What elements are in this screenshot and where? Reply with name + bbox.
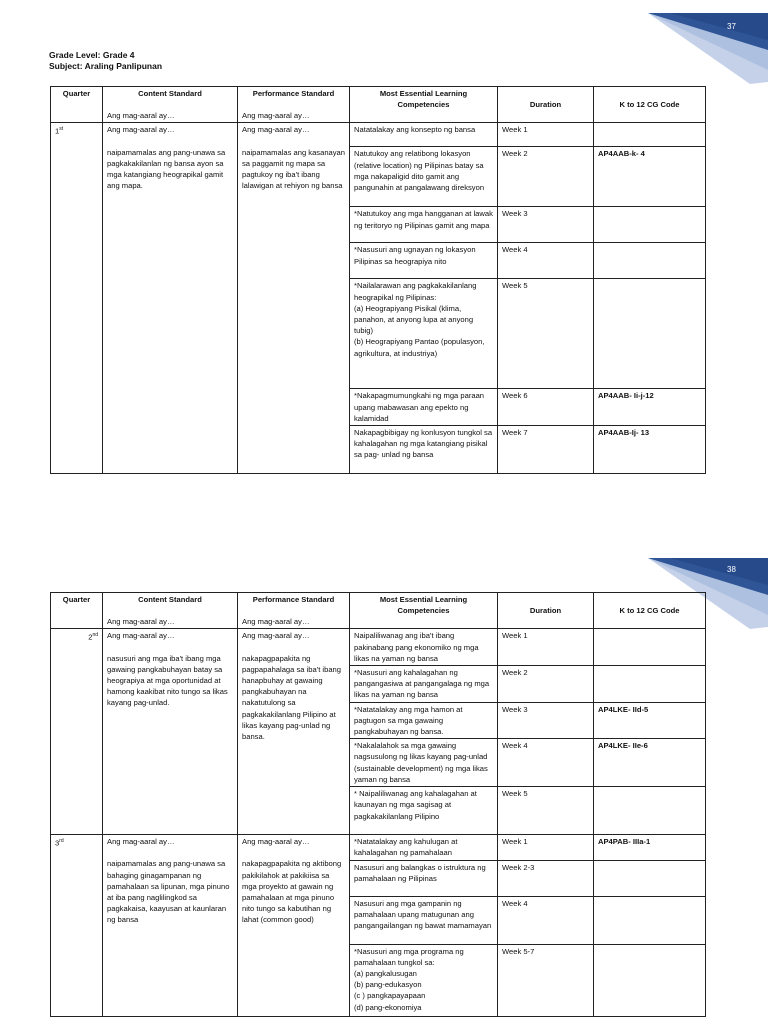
page-corner-flag (600, 0, 768, 90)
performance-standard-cell: Ang mag-aaral ay… naipamamalas ang kasanayan sa paggamit ng mapa sa pagtukoy ng iba't ibang lalawigan at rehiyon ng bansa (238, 123, 350, 474)
duration-cell: Week 2 (498, 147, 594, 207)
header-performance-standard: Performance Standard Ang mag-aaral ay… (238, 87, 350, 123)
melc-cell: *Nailalarawan ang pagkakakilanlang heograpikal ng Pilipinas: (a) Heograpiyang Pisikal (klima, panahon, at anyong lupa at anyong tubig) (b) Heograpiyang Pantao (populasyon, agrikultura, at industriya) (350, 279, 498, 389)
subject: Subject: Araling Panlipunan (49, 61, 163, 71)
duration-cell: Week 2 (498, 666, 594, 703)
duration-cell: Week 5 (498, 279, 594, 389)
melc-cell: *Natatalakay ang mga hamon at pagtugon sa mga gawaing pangkabuhayan ng bansa. (350, 702, 498, 739)
code-cell (594, 896, 706, 944)
code-cell (594, 279, 706, 389)
content-standard-cell: Ang mag-aaral ay… naipamamalas ang pang-unawa sa pagkakakilanlan ng bansa ayon sa mga katangiang heograpikal gamit ang mapa. (103, 123, 238, 474)
melc-cell: Natatalakay ang konsepto ng bansa (350, 123, 498, 147)
code-cell (594, 629, 706, 666)
code-cell: AP4AAB-Ij- 13 (594, 426, 706, 474)
content-standard-cell: Ang mag-aaral ay… nasusuri ang mga iba't ibang mga gawaing pangkabuhayan batay sa heograpiya at mga oportunidad at hamong kaakibat nito tungo sa likas kayang pag-unlad. (103, 629, 238, 835)
code-cell (594, 666, 706, 703)
code-cell: AP4PAB- IIIa-1 (594, 835, 706, 860)
header-quarter: Quarter (51, 593, 103, 629)
duration-cell: Week 6 (498, 389, 594, 426)
duration-cell: Week 7 (498, 426, 594, 474)
melc-cell: *Natatalakay ang kahulugan at kahalagahan ng pamahalaan (350, 835, 498, 860)
melc-cell: *Nakalalahok sa mga gawaing nagsusulong ng likas kayang pag-unlad (sustainable development) ng mga likas yaman ng bansa (350, 739, 498, 787)
code-cell: AP4LKE- IId-5 (594, 702, 706, 739)
duration-cell: Week 3 (498, 702, 594, 739)
header-code: K to 12 CG Code (594, 87, 706, 123)
duration-cell: Week 4 (498, 739, 594, 787)
melc-cell: Nakapagbibigay ng konlusyon tungkol sa kahalagahan ng mga katangiang pisikal sa pag- unlad ng bansa (350, 426, 498, 474)
duration-cell: Week 5-7 (498, 944, 594, 1016)
table-row (51, 629, 706, 666)
code-cell (594, 860, 706, 896)
page-number: 37 (727, 22, 736, 31)
code-cell: AP4LKE- IIe-6 (594, 739, 706, 787)
table-header-row (51, 87, 706, 123)
duration-cell: Week 1 (498, 835, 594, 860)
melc-cell: *Nasusuri ang kahalagahan ng pangangasiwa at pangangalaga ng mga likas na yaman ng bansa (350, 666, 498, 703)
code-cell: AP4AAB- Ii-j-12 (594, 389, 706, 426)
melc-cell: Natutukoy ang relatibong lokasyon (relative location) ng Pilipinas batay sa mga nakapaligid dito gamit ang pangunahin at pangalawang direksyon (350, 147, 498, 207)
duration-cell: Week 1 (498, 629, 594, 666)
melc-cell: Naipaliliwanag ang iba't ibang pakinabang pang ekonomiko ng mga likas na yaman ng bansa (350, 629, 498, 666)
header-performance-standard: Performance Standard Ang mag-aaral ay… (238, 593, 350, 629)
performance-standard-cell: Ang mag-aaral ay… nakapagpapakita ng pagpapahalaga sa iba't ibang hanapbuhay at gawaing pangkabuhayan na nakatutulong sa pagkakakilanlang Pilipino at likas kayang pag-unlad ng bansa. (238, 629, 350, 835)
header-quarter: Quarter (51, 87, 103, 123)
duration-cell: Week 4 (498, 896, 594, 944)
quarter-cell: 1st (51, 123, 103, 474)
header-content-standard: Content Standard Ang mag-aaral ay… (103, 593, 238, 629)
code-cell: AP4AAB-k- 4 (594, 147, 706, 207)
duration-cell: Week 3 (498, 207, 594, 243)
curriculum-table-quarter-1 (50, 86, 706, 474)
melc-cell: * Naipaliliwanag ang kahalagahan at kaunayan ng mga sagisag at pagkakakilanlang Pilipino (350, 787, 498, 835)
code-cell (594, 243, 706, 279)
melc-cell: Nasusuri ang balangkas o istruktura ng pamahalaan ng Pilipinas (350, 860, 498, 896)
quarter-cell: 2nd (51, 629, 103, 835)
table-row (51, 123, 706, 147)
duration-cell: Week 5 (498, 787, 594, 835)
quarter-cell: 3rd (51, 835, 103, 1016)
code-cell (594, 207, 706, 243)
duration-cell: Week 1 (498, 123, 594, 147)
melc-cell: *Nakapagmumungkahi ng mga paraan upang mabawasan ang epekto ng kalamidad (350, 389, 498, 426)
duration-cell: Week 2-3 (498, 860, 594, 896)
melc-cell: *Natutukoy ang mga hangganan at lawak ng teritoryo ng Pilipinas gamit ang mapa (350, 207, 498, 243)
curriculum-table-quarter-2-3 (50, 592, 706, 1017)
header-code: K to 12 CG Code (594, 593, 706, 629)
content-standard-cell: Ang mag-aaral ay… naipamamalas ang pang-unawa sa bahaging ginagampanan ng pamahalaan sa lipunan, mga pinuno at iba pang naglilingkod sa pagkakaisa, kaayusan at kaunlaran ng bansa (103, 835, 238, 1016)
duration-cell: Week 4 (498, 243, 594, 279)
grade-level: Grade Level: Grade 4 (49, 50, 135, 60)
header-duration: Duration (498, 593, 594, 629)
header-content-standard: Content Standard Ang mag-aaral ay… (103, 87, 238, 123)
header-melc: Most Essential Learning Competencies (350, 593, 498, 629)
melc-cell: Nasusuri ang mga gampanin ng pamahalaan upang matugunan ang pangangailangan ng bawat mamamayan (350, 896, 498, 944)
melc-cell: *Nasusuri ang ugnayan ng lokasyon Pilipinas sa heograpiya nito (350, 243, 498, 279)
header-duration: Duration (498, 87, 594, 123)
performance-standard-cell: Ang mag-aaral ay… nakapagpapakita ng aktibong pakikilahok at pakikiisa sa mga proyekto at gawain ng pamahalaan at mga pinuno nito tungo sa kabutihan ng lahat (common good) (238, 835, 350, 1016)
table-row (51, 835, 706, 860)
page-number: 38 (727, 565, 736, 574)
melc-cell: *Nasusuri ang mga programa ng pamahalaan tungkol sa: (a) pangkalusugan (b) pang-edukasyon (c ) pangkapayapaan (d) pang-ekonomiya (350, 944, 498, 1016)
code-cell (594, 944, 706, 1016)
table-header-row (51, 593, 706, 629)
code-cell (594, 787, 706, 835)
header-melc: Most Essential Learning Competencies (350, 87, 498, 123)
code-cell (594, 123, 706, 147)
